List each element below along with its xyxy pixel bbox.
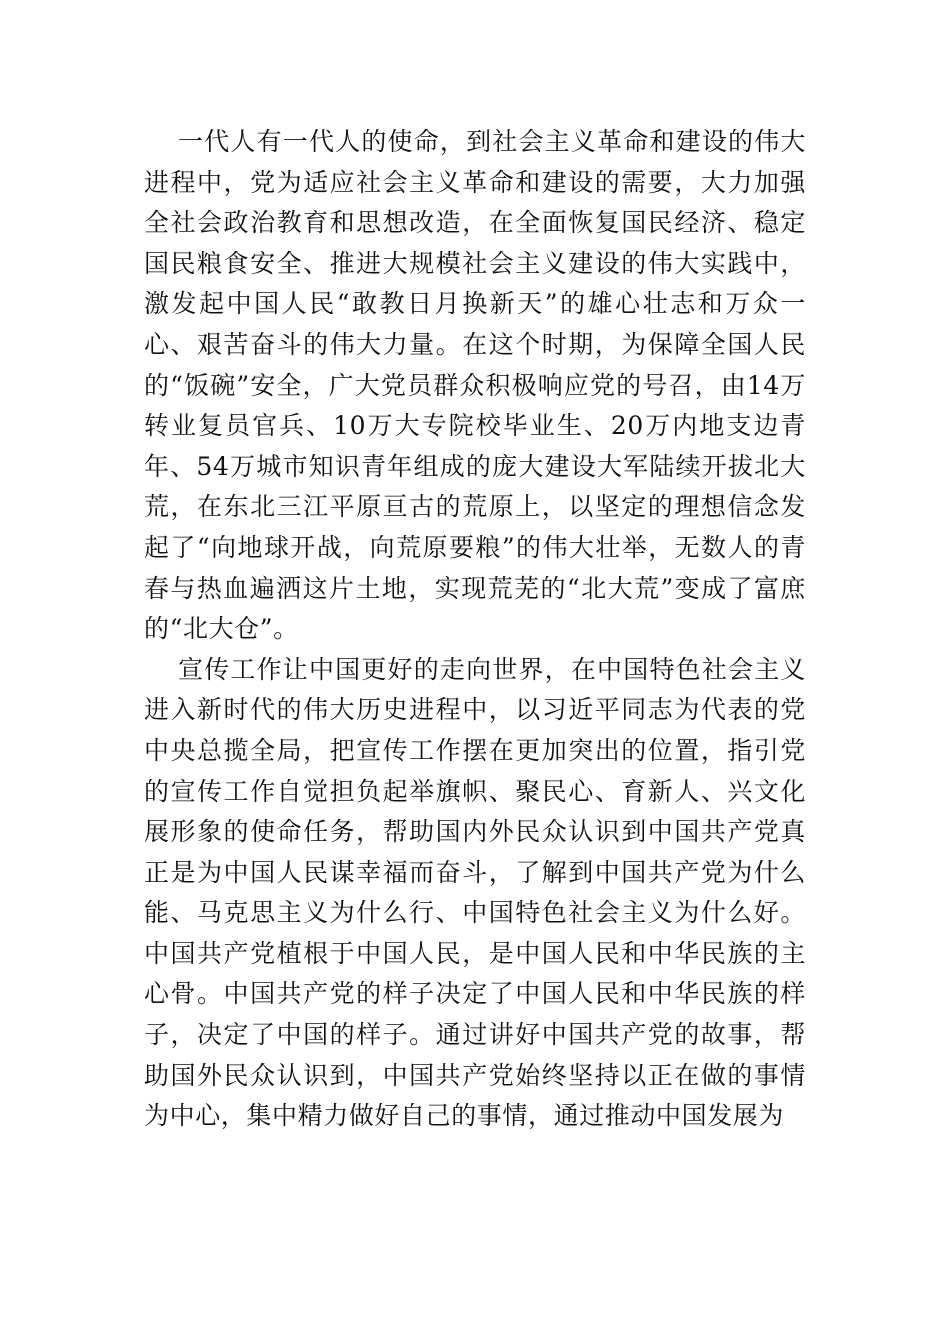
document-body (144, 122, 806, 1137)
paragraph-2: 宣传工作让中国更好的走向世界，在中国特色社会主义进入新时代的伟大历史进程中，以习近平同志为代表的党中央总揽全局，把宣传工作摆在更加突出的位置，指引党的宣传工作自觉担负起举旗帜、聚民心、育新人、兴文化展形象的使命任务，帮助国内外民众认识到中国共产党真正是为中国人民谋幸福而奋斗，了解到中国共产党为什么能、马克思主义为什么行、中国特色社会主义为什么好。中国共产党植根于中国人民，是中国人民和中华民族的主心骨。中国共产党的样子决定了中国人民和中华民族的样子，决定了中国的样子。通过讲好中国共产党的故事，帮助国外民众认识到，中国共产党始终坚持以正在做的事情为中心，集中精力做好自己的事情，通过推动中国发展为 (144, 654, 806, 1131)
paragraph-1: 一代人有一代人的使命，到社会主义革命和建设的伟大进程中，党为适应社会主义革命和建设的需要，大力加强全社会政治教育和思想改造，在全面恢复国民经济、稳定国民粮食安全、推进大规模社会主义建设的伟大实践中，激发起中国人民“敢教日月换新天”的雄心壮志和万众一心、艰苦奋斗的伟大力量。在这个时期，为保障全国人民的“饭碗”安全，广大党员群众积极响应党的号召，由14万转业复员官兵、10万大专院校毕业生、20万内地支边青年、54万城市知识青年组成的庞大建设大军陆续开拔北大荒，在东北三江平原亘古的荒原上，以坚定的理想信念发起了“向地球开战，向荒原要粮”的伟大壮举，无数人的青春与热血遍洒这片土地，实现荒芜的“北大荒”变成了富庶的“北大仓”。 (144, 127, 806, 644)
